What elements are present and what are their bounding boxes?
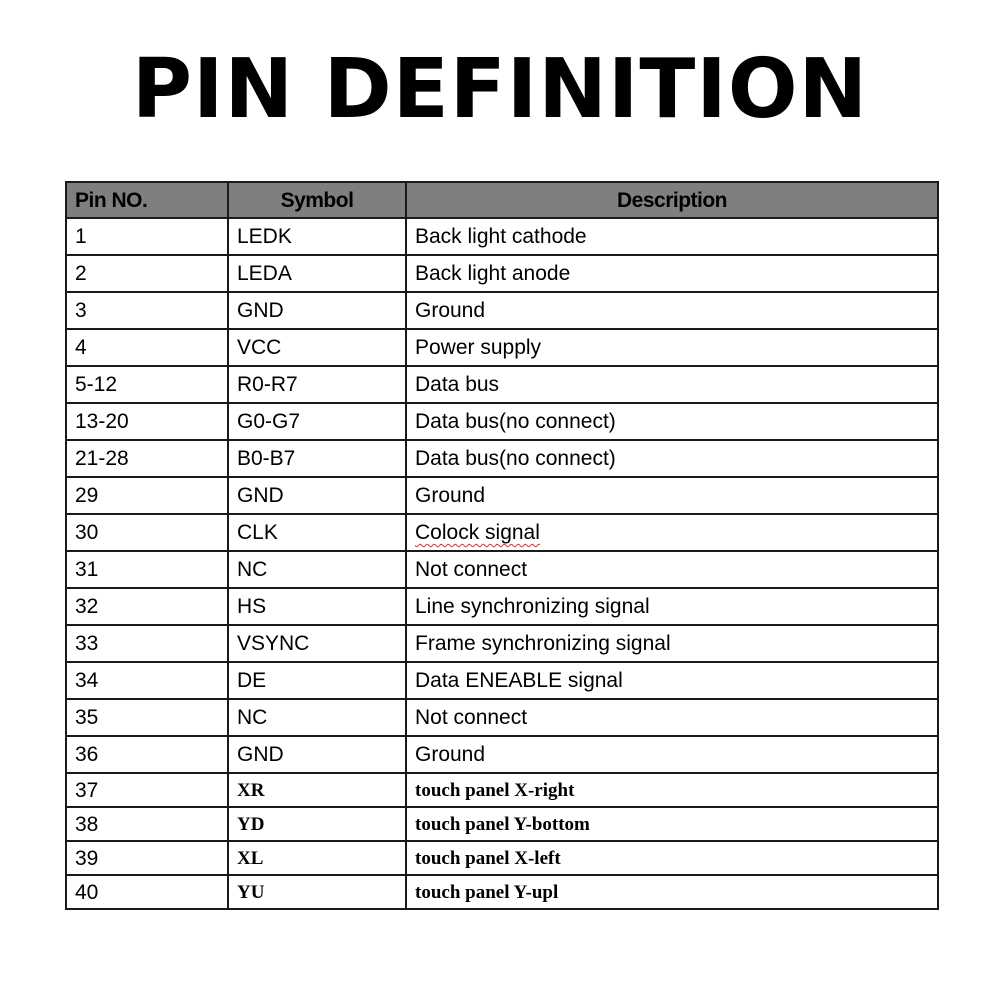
symbol-cell: VSYNC [228,625,406,662]
symbol-cell: DE [228,662,406,699]
symbol-cell: GND [228,477,406,514]
table-row [66,875,938,909]
pin-number-cell: 29 [66,477,228,514]
pin-number-cell: 38 [66,807,228,841]
symbol-cell: XL [228,841,406,875]
symbol-cell: XR [228,773,406,807]
description-cell: Frame synchronizing signal [406,625,938,662]
pin-number-cell: 32 [66,588,228,625]
symbol-cell: CLK [228,514,406,551]
pin-definition-table [65,181,939,910]
header-symbol: Symbol [228,182,406,218]
description-cell: touch panel Y-upl [406,875,938,909]
pin-number-cell: 36 [66,736,228,773]
table-row [66,841,938,875]
table-row [66,625,938,662]
symbol-cell: LEDA [228,255,406,292]
description-cell: Back light anode [406,255,938,292]
table-row [66,807,938,841]
table-row [66,292,938,329]
table-row [66,218,938,255]
description-cell: Ground [406,292,938,329]
symbol-cell: VCC [228,329,406,366]
pin-number-cell: 13-20 [66,403,228,440]
pin-number-cell: 33 [66,625,228,662]
pin-number-cell: 39 [66,841,228,875]
table-row [66,736,938,773]
pin-number-cell: 34 [66,662,228,699]
symbol-cell: B0-B7 [228,440,406,477]
table-row [66,699,938,736]
description-cell: Ground [406,736,938,773]
symbol-cell: GND [228,736,406,773]
header-description: Description [406,182,938,218]
table-row [66,329,938,366]
table-row [66,773,938,807]
spellcheck-marked-text: Colock signal [415,521,540,544]
table-row [66,255,938,292]
symbol-cell: LEDK [228,218,406,255]
description-cell: Data bus(no connect) [406,403,938,440]
symbol-cell: HS [228,588,406,625]
table-row [66,662,938,699]
table-header-row [66,182,938,218]
description-cell: touch panel Y-bottom [406,807,938,841]
symbol-cell: GND [228,292,406,329]
symbol-cell: G0-G7 [228,403,406,440]
pin-number-cell: 2 [66,255,228,292]
description-cell: Ground [406,477,938,514]
pin-number-cell: 21-28 [66,440,228,477]
description-cell: Back light cathode [406,218,938,255]
pin-number-cell: 4 [66,329,228,366]
description-cell: Not connect [406,699,938,736]
description-cell: touch panel X-right [406,773,938,807]
pin-number-cell: 5-12 [66,366,228,403]
description-cell: Power supply [406,329,938,366]
header-pin-number: Pin NO. [66,182,228,218]
pin-number-cell: 31 [66,551,228,588]
table-row [66,588,938,625]
description-cell: Data ENEABLE signal [406,662,938,699]
pin-number-cell: 1 [66,218,228,255]
symbol-cell: NC [228,699,406,736]
pin-number-cell: 35 [66,699,228,736]
symbol-cell: YD [228,807,406,841]
symbol-cell: NC [228,551,406,588]
table-row [66,477,938,514]
pin-number-cell: 40 [66,875,228,909]
table-row [66,551,938,588]
description-cell: Data bus [406,366,938,403]
symbol-cell: R0-R7 [228,366,406,403]
description-cell: Not connect [406,551,938,588]
page-title: PIN DEFINITION [131,42,869,137]
table-row [66,440,938,477]
table-row [66,366,938,403]
table-row [66,514,938,551]
table-row [66,403,938,440]
description-cell [406,514,938,551]
description-cell: Data bus(no connect) [406,440,938,477]
symbol-cell: YU [228,875,406,909]
pin-number-cell: 30 [66,514,228,551]
pin-number-cell: 3 [66,292,228,329]
description-cell: touch panel X-left [406,841,938,875]
description-cell: Line synchronizing signal [406,588,938,625]
pin-number-cell: 37 [66,773,228,807]
